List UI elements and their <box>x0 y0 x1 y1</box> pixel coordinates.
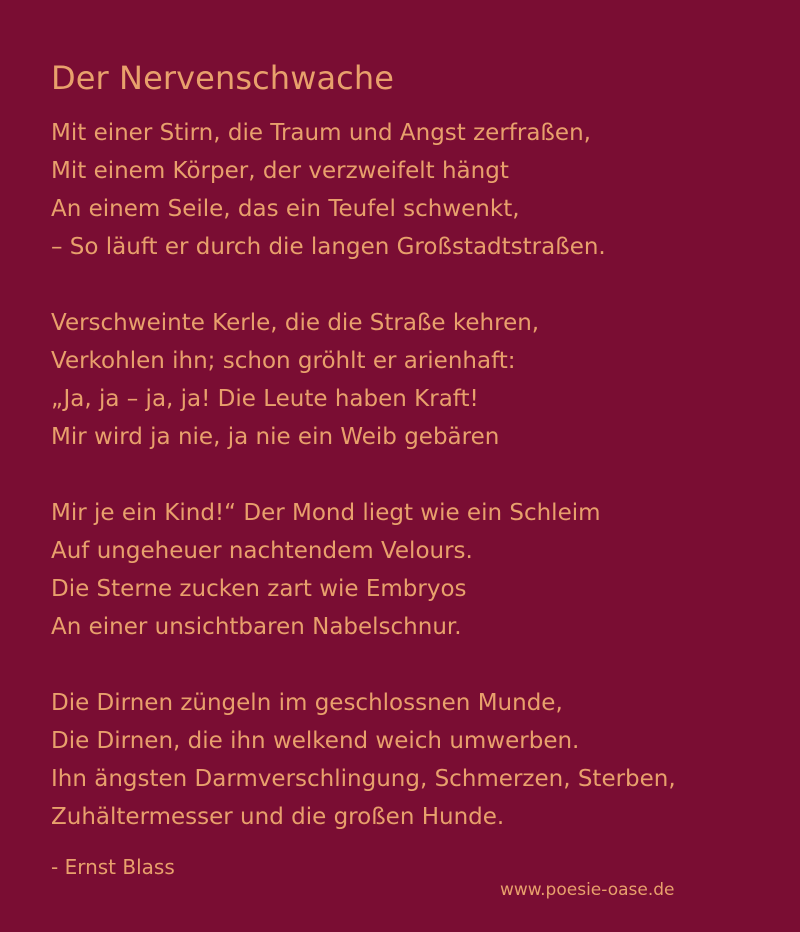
poem-line: Ihn ängsten Darmverschlingung, Schmerzen, Sterben, <box>51 766 676 792</box>
poem-line: Die Dirnen züngeln im geschlossnen Munde, <box>51 690 563 716</box>
poem-line: Verkohlen ihn; schon gröhlt er arienhaft: <box>51 348 516 374</box>
poem-card <box>51 58 771 836</box>
website-link[interactable]: www.poesie-oase.de <box>500 880 675 900</box>
poem-line: An einem Seile, das ein Teufel schwenkt, <box>51 196 520 222</box>
poem-body <box>51 114 771 836</box>
stanza-2 <box>51 304 771 456</box>
poem-line: Zuhältermesser und die großen Hunde. <box>51 804 505 830</box>
stanza-1 <box>51 114 771 266</box>
poem-line: „Ja, ja – ja, ja! Die Leute haben Kraft! <box>51 386 479 412</box>
stanza-3 <box>51 494 771 646</box>
poem-line: Mir je ein Kind!“ Der Mond liegt wie ein Schleim <box>51 500 601 526</box>
poem-line: – So läuft er durch die langen Großstadtstraßen. <box>51 234 606 260</box>
poem-line: Verschweinte Kerle, die die Straße kehren, <box>51 310 540 336</box>
poem-line: Die Sterne zucken zart wie Embryos <box>51 576 467 602</box>
poem-line: Mit einem Körper, der verzweifelt hängt <box>51 158 509 184</box>
poem-line: Auf ungeheuer nachtendem Velours. <box>51 538 473 564</box>
poem-line: Mir wird ja nie, ja nie ein Weib gebären <box>51 424 500 450</box>
stanza-4 <box>51 684 771 836</box>
poem-line: An einer unsichtbaren Nabelschnur. <box>51 614 462 640</box>
poem-line: Mit einer Stirn, die Traum und Angst zerfraßen, <box>51 120 591 146</box>
poem-title: Der Nervenschwache <box>51 59 395 97</box>
poem-author: - Ernst Blass <box>51 855 175 879</box>
poem-line: Die Dirnen, die ihn welkend weich umwerben. <box>51 728 580 754</box>
